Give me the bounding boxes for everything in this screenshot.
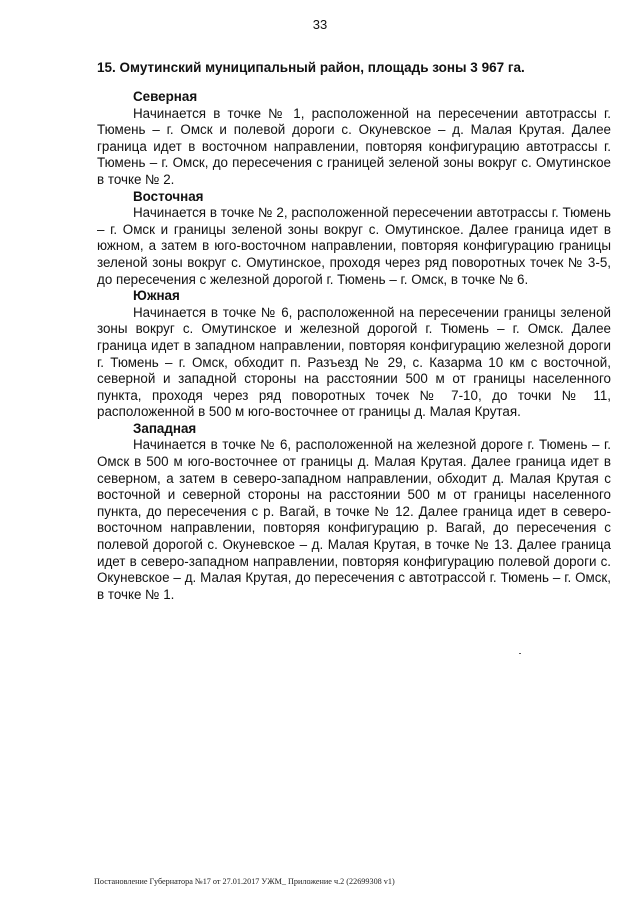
subheading-west: Западная: [133, 420, 197, 436]
document-body: [97, 89, 611, 603]
subheading-north: Северная: [133, 89, 198, 104]
subheading-east: Восточная: [133, 188, 204, 204]
document-footer: Постановление Губернатора №17 от 27.01.2017 УЖМ_ Приложение ч.2 (22699308 v1): [94, 877, 395, 886]
page-number: 33: [312, 17, 328, 32]
section-heading: 15. Омутинский муниципальный район, площадь зоны 3 967 га.: [97, 60, 525, 75]
scan-speck: [519, 653, 521, 654]
paragraph-east: Начинается в точке № 2, расположенной пересечении автотрассы г. Тюмень – г. Омск и границы зеленой зоны вокруг с. Омутинское. Далее граница идет в южном, а затем в юго-восточном направлении, повторяя конфигурацию границы зеленой зоны вокруг с. Омутинское, проходя через ряд поворотных точек № 3-5, до пересечения с железной дорогой г. Тюмень – г. Омск, в точке № 6.: [97, 205, 611, 287]
paragraph-north: Начинается в точке № 1, расположенной на пересечении автотрассы г. Тюмень – г. Омск и полевой дороги с. Окуневское – д. Малая Крутая. Далее граница идет в восточном направлении, повторяя конфигурацию автотрассы г. Тюмень – г. Омск, до пересечения с границей зеленой зоны вокруг с. Омутинское в точке № 2.: [97, 105, 611, 187]
subheading-south: Южная: [133, 288, 180, 304]
paragraph-south: Начинается в точке № 6, расположенной на пересечении границы зеленой зоны вокруг с. Омутинское и железной дорогой г. Тюмень – г. Омск. Далее граница идет в западном направлении, повторяя конфигурацию железной дороги г. Тюмень – г. Омск, обходит п. Разъезд № 29, с. Казарма 10 км с восточной, северной и западной стороны на расстоянии 500 м от границы населенного пункта, проходя через ряд поворотных точек № 7-10, до точки № 11, расположенной в 500 м юго-восточнее от границы д. Малая Крутая.: [97, 304, 611, 420]
paragraph-west: Начинается в точке № 6, расположенной на железной дороге г. Тюмень – г. Омск в 500 м юго-восточнее от границы д. Малая Крутая. Далее граница идет в северном, а затем в северо-западном направлении, обходит д. Малая Крутая с восточной и северной стороны на расстоянии 500 м от границы населенного пункта, до пересечения с р. Вагай, в точке № 12. Далее граница идет в северо-восточном направлении, повторяя конфигурацию р. Вагай, до пересечения с полевой дорогой с. Окуневское – д. Малая Крутая, в точке № 13. Далее граница идет в северо-западном направлении, повторяя конфигурацию полевой дороги с. Окуневское – д. Малая Крутая, до пересечения с автотрассой г. Тюмень – г. Омск, в точке № 1.: [97, 437, 611, 602]
